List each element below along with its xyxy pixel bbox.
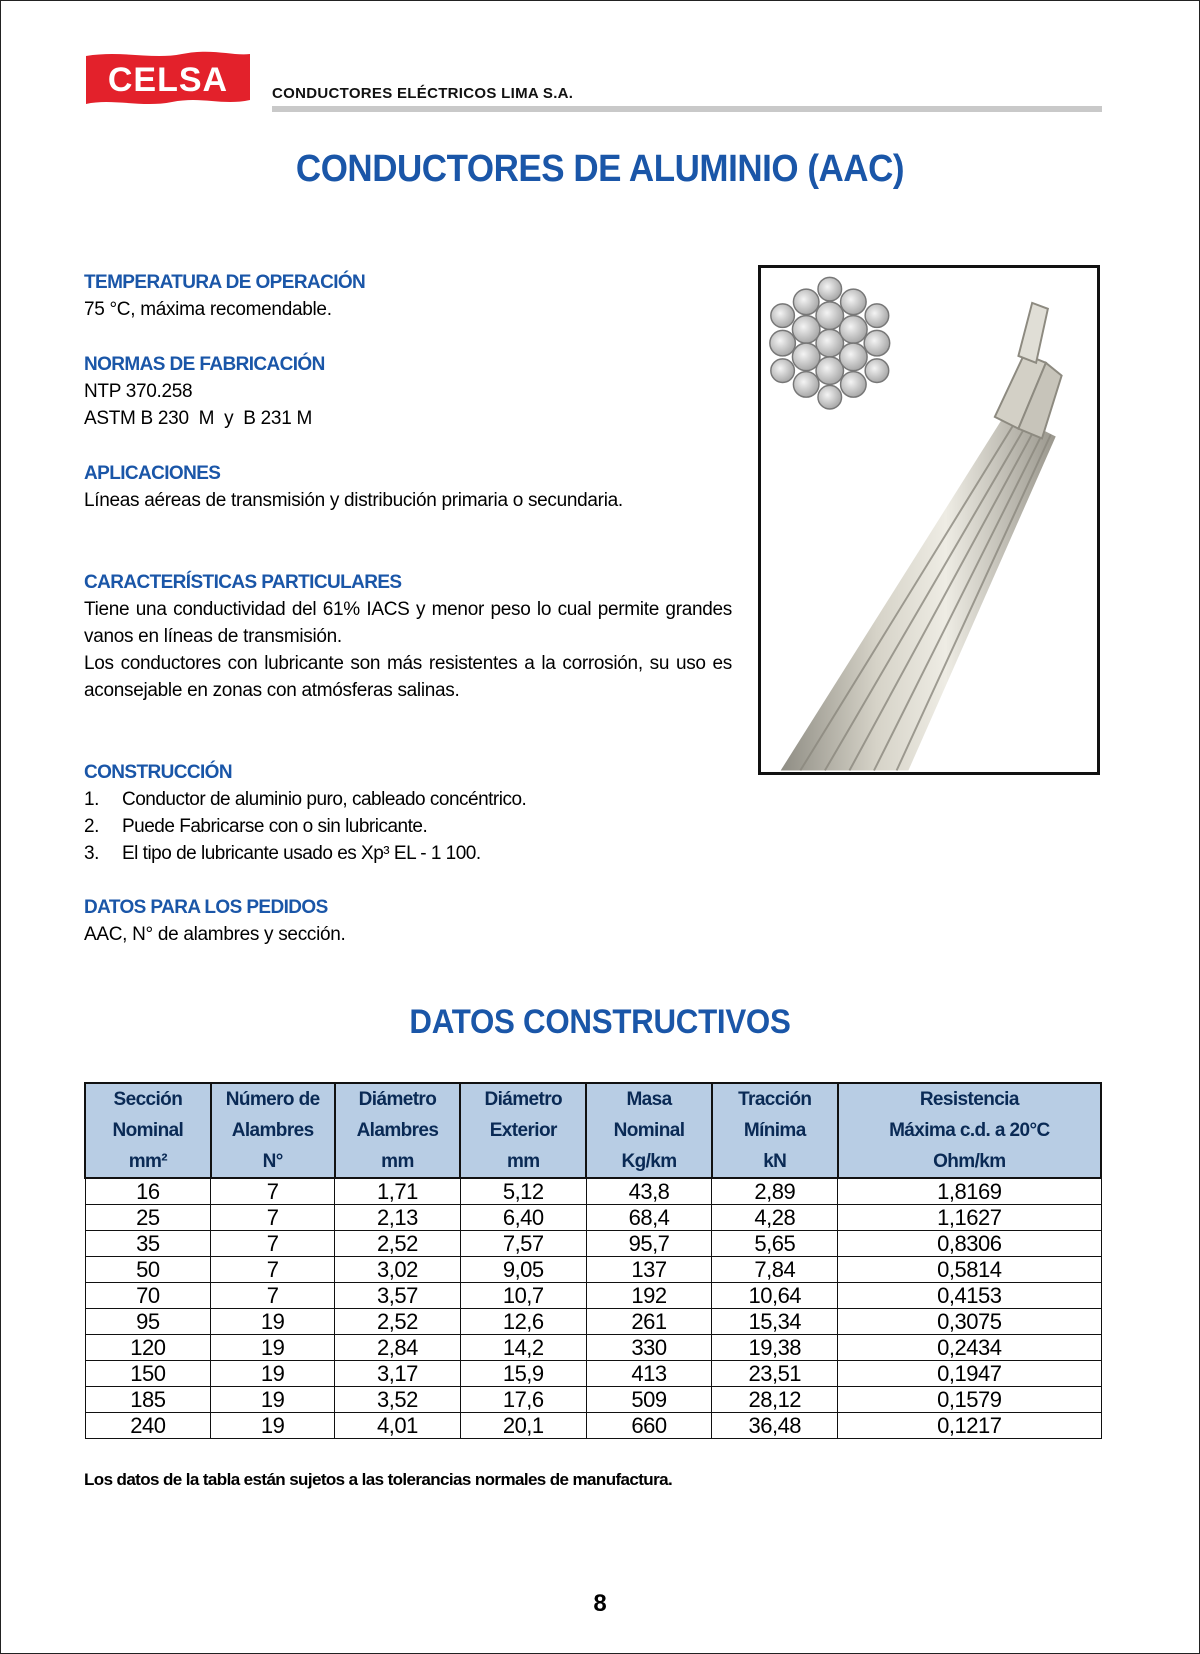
table-cell: 25 [85, 1205, 211, 1231]
table-cell: 95 [85, 1309, 211, 1335]
conductor-image [758, 265, 1100, 775]
table-cell: 509 [586, 1387, 712, 1413]
table-row [85, 1178, 1101, 1205]
list-item: 1. Conductor de aluminio puro, cableado concéntrico. [84, 789, 527, 810]
table-cell: 10,7 [460, 1283, 586, 1309]
table-cell: 70 [85, 1283, 211, 1309]
table-cell: 0,5814 [838, 1257, 1101, 1283]
column-header: Masa Nominal Kg/km [586, 1083, 712, 1178]
table-cell: 12,6 [460, 1309, 586, 1335]
table-row [85, 1413, 1101, 1439]
column-header: Sección Nominal mm² [85, 1083, 211, 1178]
table-cell: 7 [211, 1205, 335, 1231]
table-row [85, 1387, 1101, 1413]
section-text: 75 °C, máxima recomendable. [84, 299, 332, 320]
norm-line: ASTM B 230 M y B 231 M [84, 408, 312, 429]
table-cell: 23,51 [712, 1361, 838, 1387]
table-header-row [85, 1083, 1101, 1178]
table-cell: 36,48 [712, 1413, 838, 1439]
table-cell: 0,1947 [838, 1361, 1101, 1387]
table-cell: 50 [85, 1257, 211, 1283]
column-header: Diámetro Alambres mm [335, 1083, 461, 1178]
table-cell: 3,02 [335, 1257, 461, 1283]
column-header: Tracción Mínima kN [712, 1083, 838, 1178]
table-cell: 3,57 [335, 1283, 461, 1309]
table-cell: 660 [586, 1413, 712, 1439]
table-cell: 2,52 [335, 1231, 461, 1257]
table-cell: 0,1217 [838, 1413, 1101, 1439]
table-cell: 14,2 [460, 1335, 586, 1361]
page-title: CONDUCTORES DE ALUMINIO (AAC) [295, 148, 905, 190]
table-cell: 28,12 [712, 1387, 838, 1413]
table-cell: 3,52 [335, 1387, 461, 1413]
section-pedidos [84, 895, 732, 948]
table-cell: 185 [85, 1387, 211, 1413]
company-name: CONDUCTORES ELÉCTRICOS LIMA S.A. [272, 85, 574, 102]
table-cell: 9,05 [460, 1257, 586, 1283]
table-title: DATOS CONSTRUCTIVOS [409, 1003, 791, 1041]
table-cell: 19 [211, 1413, 335, 1439]
table-cell: 240 [85, 1413, 211, 1439]
table-cell: 1,71 [335, 1178, 461, 1205]
table-cell: 137 [586, 1257, 712, 1283]
section-normas [84, 352, 732, 432]
section-construccion [84, 760, 732, 867]
table-cell: 330 [586, 1335, 712, 1361]
table-cell: 43,8 [586, 1178, 712, 1205]
table-cell: 261 [586, 1309, 712, 1335]
table-cell: 17,6 [460, 1387, 586, 1413]
table-cell: 10,64 [712, 1283, 838, 1309]
table-row [85, 1231, 1101, 1257]
table-body [85, 1178, 1101, 1439]
table-cell: 0,4153 [838, 1283, 1101, 1309]
list-item: 2. Puede Fabricarse con o sin lubricante. [84, 816, 428, 837]
table-cell: 19 [211, 1309, 335, 1335]
table-row [85, 1283, 1101, 1309]
list-item: 3. El tipo de lubricante usado es Xp³ EL - 1 100. [84, 843, 481, 864]
column-header: Número de Alambres N° [211, 1083, 335, 1178]
table-cell: 7 [211, 1257, 335, 1283]
table-cell: 35 [85, 1231, 211, 1257]
logo-text: CELSA [107, 61, 229, 99]
table-cell: 0,8306 [838, 1231, 1101, 1257]
data-table [84, 1082, 1102, 1439]
table-cell: 15,9 [460, 1361, 586, 1387]
table-cell: 1,8169 [838, 1178, 1101, 1205]
section-heading: CARACTERÍSTICAS PARTICULARES [84, 572, 402, 593]
table-cell: 7,84 [712, 1257, 838, 1283]
table-cell: 4,28 [712, 1205, 838, 1231]
table-cell: 150 [85, 1361, 211, 1387]
table-cell: 120 [85, 1335, 211, 1361]
table-cell: 4,01 [335, 1413, 461, 1439]
section-text: AAC, N° de alambres y sección. [84, 924, 346, 945]
section-text: Líneas aéreas de transmisión y distribución primaria o secundaria. [84, 490, 623, 511]
table-row [85, 1309, 1101, 1335]
table-cell: 95,7 [586, 1231, 712, 1257]
page-number: 8 [593, 1590, 607, 1617]
section-aplicaciones [84, 461, 732, 514]
table-cell: 2,52 [335, 1309, 461, 1335]
table-cell: 3,17 [335, 1361, 461, 1387]
section-heading: CONSTRUCCIÓN [84, 762, 232, 783]
section-heading: APLICACIONES [84, 463, 221, 484]
table-cell: 5,65 [712, 1231, 838, 1257]
table-cell: 16 [85, 1178, 211, 1205]
section-heading: DATOS PARA LOS PEDIDOS [84, 897, 328, 918]
table-cell: 413 [586, 1361, 712, 1387]
section-paragraph: Tiene una conductividad del 61% IACS y menor peso lo cual permite grandes vanos en líneas de transmisión. [84, 599, 732, 647]
section-temperatura [84, 270, 732, 323]
section-paragraph: Los conductores con lubricante son más resistentes a la corrosión, su uso es aconsejable en zonas con atmósferas salinas. [84, 653, 732, 701]
table-cell: 7 [211, 1231, 335, 1257]
table-cell: 2,13 [335, 1205, 461, 1231]
construction-list [84, 786, 732, 867]
table-row [85, 1361, 1101, 1387]
section-heading: NORMAS DE FABRICACIÓN [84, 354, 325, 375]
table-cell: 19 [211, 1361, 335, 1387]
table-cell: 7 [211, 1178, 335, 1205]
table-cell: 6,40 [460, 1205, 586, 1231]
column-header: Resistencia Máxima c.d. a 20°C Ohm/km [838, 1083, 1101, 1178]
norm-line: NTP 370.258 [84, 381, 193, 402]
table-cell: 2,84 [335, 1335, 461, 1361]
table-cell: 1,1627 [838, 1205, 1101, 1231]
table-cell: 19 [211, 1387, 335, 1413]
table-cell: 19 [211, 1335, 335, 1361]
table-cell: 2,89 [712, 1178, 838, 1205]
column-header: Diámetro Exterior mm [460, 1083, 586, 1178]
table-cell: 5,12 [460, 1178, 586, 1205]
table-cell: 0,1579 [838, 1387, 1101, 1413]
table-cell: 20,1 [460, 1413, 586, 1439]
table-row [85, 1335, 1101, 1361]
table-cell: 7,57 [460, 1231, 586, 1257]
table-row [85, 1205, 1101, 1231]
table-row [85, 1257, 1101, 1283]
table-note: Los datos de la tabla están sujetos a las tolerancias normales de manufactura. [84, 1470, 673, 1489]
table-cell: 192 [586, 1283, 712, 1309]
table-cell: 19,38 [712, 1335, 838, 1361]
section-heading: TEMPERATURA DE OPERACIÓN [84, 272, 366, 293]
section-caracteristicas [84, 570, 732, 704]
table-cell: 7 [211, 1283, 335, 1309]
table-cell: 0,3075 [838, 1309, 1101, 1335]
table-cell: 15,34 [712, 1309, 838, 1335]
header-rule [272, 106, 1102, 112]
table-cell: 68,4 [586, 1205, 712, 1231]
celsa-logo [82, 50, 254, 108]
table-cell: 0,2434 [838, 1335, 1101, 1361]
